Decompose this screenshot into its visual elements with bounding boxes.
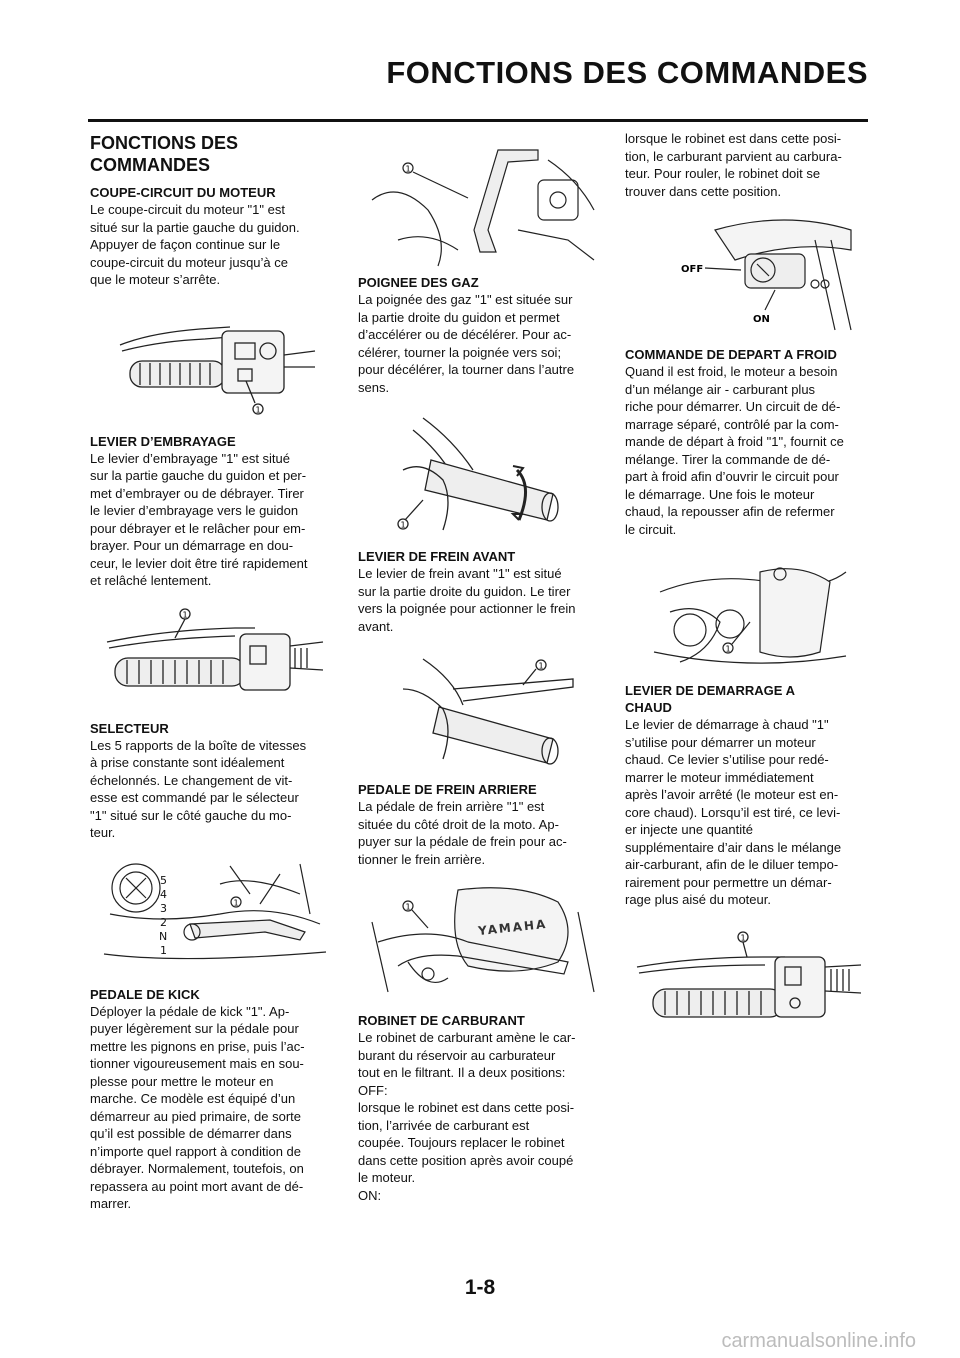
- text-line: qu’il est possible de démarrer dans: [90, 1126, 292, 1141]
- text-line: marche. Ce modèle est équipé d’un: [90, 1091, 296, 1106]
- section-body: [358, 1029, 608, 1204]
- gear-label: 2: [160, 915, 167, 929]
- section-title: PEDALE DE FREIN ARRIERE: [358, 782, 537, 797]
- section-front-brake-lever: [358, 548, 608, 635]
- section-rear-brake-pedal: [358, 781, 608, 868]
- text-line: le moteur.: [358, 1170, 416, 1185]
- figure-throttle-grip: [368, 140, 598, 270]
- section-body: [90, 737, 340, 842]
- text-line: mande de départ à froid "1", fournit ce: [625, 434, 844, 449]
- figure-throttle-rotation: [383, 410, 583, 538]
- text-line: Les 5 rapports de la boîte de vitesses: [90, 737, 307, 753]
- text-line: OFF:: [358, 1082, 388, 1098]
- gear-label: 5: [160, 873, 167, 887]
- text-line: ON:: [358, 1187, 382, 1203]
- section-fuel-cock-continued: [625, 130, 875, 200]
- section-body: [90, 201, 340, 289]
- text-line: er injecte une quantité: [625, 822, 753, 837]
- text-line: sur la partie gauche du guidon et per-: [90, 468, 307, 483]
- main-heading-line-2: COMMANDES: [90, 155, 210, 175]
- text-line: située du côté droit de la moto. Ap-: [358, 816, 559, 832]
- callout-label: 1: [405, 164, 411, 174]
- text-line: le démarrage. Une fois le moteur: [625, 486, 815, 502]
- column-1: [90, 130, 340, 1213]
- text-line: rage plus aisé du moteur.: [625, 892, 771, 907]
- section-title: SELECTEUR: [90, 720, 169, 736]
- text-line: échelonnés. Le changement de vit-: [90, 772, 293, 788]
- text-line: marrage séparé, contrôlé par la com-: [625, 416, 839, 432]
- text-line: Le robinet de carburant amène le car-: [358, 1030, 576, 1045]
- text-line: teur. Pour rouler, le robinet doit se: [625, 166, 821, 181]
- text-line: que le moteur s’arrête.: [90, 272, 221, 287]
- text-line: après l’avoir arrêté (le moteur est en-: [625, 787, 839, 802]
- section-title: [625, 682, 875, 716]
- text-line: puyer sur la pédale de frein pour ac-: [358, 834, 567, 849]
- figure-engine-stop-switch: [110, 301, 320, 421]
- text-line: supplémentaire d’air dans le mélange: [625, 839, 842, 855]
- callout-label: 1: [538, 661, 544, 671]
- figure-hot-starter-lever: [635, 927, 865, 1039]
- text-line: tion, l’arrivée de carburant est: [358, 1117, 530, 1133]
- text-line: repassera au point mort avant de dé-: [90, 1178, 304, 1194]
- text-line: coupe-circuit du moteur jusqu’à ce: [90, 254, 288, 270]
- text-line: rairement pour permettre un démar-: [625, 874, 832, 890]
- section-title: LEVIER DE FREIN AVANT: [358, 549, 516, 564]
- column-3: [625, 130, 875, 1039]
- text-line: d’un mélange air - carburant plus: [625, 381, 816, 397]
- column-2: [358, 130, 608, 1204]
- section-throttle-grip: [358, 274, 608, 396]
- text-line: démarreur au pied primaire, de sorte: [90, 1108, 301, 1124]
- text-line: air-carburant, afin de le diluer tempo-: [625, 857, 839, 872]
- text-line: pour décélérer, la tourner dans l’autre: [358, 362, 575, 377]
- section-title: PEDALE DE KICK: [90, 986, 200, 1002]
- text-line: chaud. Ce levier s’utilise pour redé-: [625, 752, 829, 767]
- text-line: mettre les pignons en prise, puis l’ac-: [90, 1038, 305, 1054]
- text-line: "1" situé sur le côté gauche du mo-: [90, 807, 292, 823]
- section-clutch-lever: [90, 433, 340, 590]
- section-fuel-cock: [358, 1012, 608, 1204]
- text-line: à prise constante sont idéalement: [90, 755, 285, 770]
- text-line: ceur, le levier doit être tiré rapidement: [90, 555, 308, 571]
- figure-shift-pedal: [100, 854, 330, 972]
- figure-clutch-lever: [105, 606, 325, 706]
- text-line: brayer. Pour un démarrage en dou-: [90, 538, 294, 553]
- text-line: marrer le moteur immédiatement: [625, 769, 814, 785]
- figure-cold-starter: [650, 552, 850, 672]
- text-line: la partie droite du guidon et permet: [358, 309, 560, 325]
- text-line: Le levier d’embrayage "1" est situé: [90, 450, 291, 466]
- text-line: Déployer la pédale de kick "1". Ap-: [90, 1003, 290, 1019]
- section-title-line-2: CHAUD: [625, 700, 672, 715]
- section-body: [358, 798, 608, 868]
- section-body: [90, 450, 340, 590]
- section-title: ROBINET DE CARBURANT: [358, 1013, 525, 1028]
- text-line: part à froid afin d’ouvrir le circuit pour: [625, 469, 839, 484]
- text-line: situé sur la partie gauche du guidon.: [90, 219, 300, 235]
- page-number: 1-8: [464, 1276, 496, 1299]
- section-body: [90, 1003, 340, 1213]
- text-line: Le coupe-circuit du moteur "1" est: [90, 202, 285, 217]
- text-line: plesse pour mettre le moteur en: [90, 1073, 274, 1089]
- header-rule: [88, 119, 868, 122]
- text-line: Le levier de démarrage à chaud "1": [625, 717, 829, 732]
- section-body: [625, 363, 875, 538]
- text-line: célérer, tourner la poignée vers soi;: [358, 344, 562, 360]
- text-line: esse est commandé par le sélecteur: [90, 790, 299, 805]
- text-line: lorsque le robinet est dans cette posi-: [625, 131, 842, 146]
- text-line: La pédale de frein arrière "1" est: [358, 799, 545, 814]
- main-heading: [90, 132, 340, 176]
- text-line: vers la poignée pour actionner le frein: [358, 601, 576, 616]
- gear-label: 4: [160, 887, 167, 901]
- section-body: [358, 565, 608, 635]
- main-heading-line-1: FONCTIONS DES: [90, 133, 239, 153]
- text-line: Appuyer de façon continue sur le: [90, 237, 281, 252]
- figure-fuel-cock: [645, 210, 855, 340]
- section-title: POIGNEE DES GAZ: [358, 275, 479, 290]
- section-title: COMMANDE DE DEPART A FROID: [625, 347, 837, 362]
- text-line: mélange. Tirer la commande de dé-: [625, 451, 831, 467]
- watermark: carmanualsonline.info: [721, 1330, 916, 1352]
- section-shift-pedal: [90, 720, 340, 842]
- text-line: pour débrayer et le relâcher pour em-: [90, 520, 306, 536]
- text-line: chaud, la repousser afin de refermer: [625, 504, 835, 519]
- text-line: dans cette position après avoir coupé: [358, 1152, 574, 1168]
- brand-logo-text: YAMAHA: [477, 916, 548, 939]
- text-line: met d’embrayer ou de débrayer. Tirer: [90, 485, 304, 501]
- section-hot-starter-lever: [625, 682, 875, 909]
- text-line: n’importe quel rapport à condition de: [90, 1143, 302, 1159]
- section-title: LEVIER D’EMBRAYAGE: [90, 433, 236, 449]
- text-line: sur la partie droite du guidon. Le tirer: [358, 583, 571, 599]
- text-line: débrayer. Normalement, toutefois, on: [90, 1161, 304, 1176]
- text-line: avant.: [358, 618, 394, 634]
- fuel-off-label: OFF: [681, 264, 704, 275]
- text-line: tout en le filtrant. Il a deux positions:: [358, 1065, 566, 1080]
- callout-label: 1: [725, 644, 731, 654]
- callout-label: 1: [182, 610, 188, 619]
- text-line: tionner le frein arrière.: [358, 851, 486, 867]
- text-line: puyer légèrement sur la pédale pour: [90, 1021, 299, 1036]
- page-header-title: FONCTIONS DES COMMANDES: [386, 55, 868, 90]
- section-body: [358, 291, 608, 396]
- callout-label: 1: [400, 520, 406, 530]
- section-kick-starter: [90, 986, 340, 1213]
- figure-rear-brake-pedal: [368, 882, 598, 1002]
- text-line: La poignée des gaz "1" est située sur: [358, 292, 573, 307]
- text-line: tionner vigoureusement mais en sou-: [90, 1056, 304, 1071]
- section-body: [625, 716, 875, 909]
- callout-label: 1: [405, 902, 411, 912]
- text-line: trouver dans cette position.: [625, 183, 782, 199]
- callout-label: 1: [740, 933, 746, 942]
- section-title-line-1: LEVIER DE DEMARRAGE A: [625, 683, 795, 698]
- text-line: s’utilise pour démarrer un moteur: [625, 734, 816, 750]
- text-line: burant du réservoir au carburateur: [358, 1047, 556, 1063]
- text-line: d’accélérer ou de décélérer. Pour ac-: [358, 327, 572, 342]
- text-line: marrer.: [90, 1196, 132, 1211]
- gear-label: 1: [160, 943, 167, 957]
- section-cold-starter: [625, 346, 875, 538]
- text-line: teur.: [90, 825, 116, 840]
- text-line: tion, le carburant parvient au carbura-: [625, 148, 842, 164]
- figure-front-brake-lever: [383, 649, 583, 769]
- text-line: et relâché lentement.: [90, 573, 212, 588]
- text-line: le circuit.: [625, 521, 677, 537]
- text-line: Quand il est froid, le moteur a besoin: [625, 364, 838, 379]
- section-engine-stop: [90, 184, 340, 289]
- text-line: Le levier de frein avant "1" est situé: [358, 566, 562, 581]
- fuel-on-label: ON: [753, 314, 770, 325]
- gear-label: N: [159, 929, 168, 943]
- text-line: lorsque le robinet est dans cette posi-: [358, 1100, 575, 1115]
- gear-label: 3: [160, 901, 167, 915]
- text-line: core chaud). Lorsqu’il est tiré, ce levi-: [625, 804, 841, 820]
- text-line: le levier d’embrayage vers le guidon: [90, 503, 299, 518]
- text-line: riche pour démarrer. Un circuit de dé-: [625, 399, 841, 414]
- callout-label: 1: [255, 405, 261, 414]
- text-line: coupée. Toujours replacer le robinet: [358, 1135, 565, 1150]
- callout-label: 1: [233, 898, 239, 907]
- section-title: COUPE-CIRCUIT DU MOTEUR: [90, 185, 276, 200]
- text-line: sens.: [358, 379, 390, 395]
